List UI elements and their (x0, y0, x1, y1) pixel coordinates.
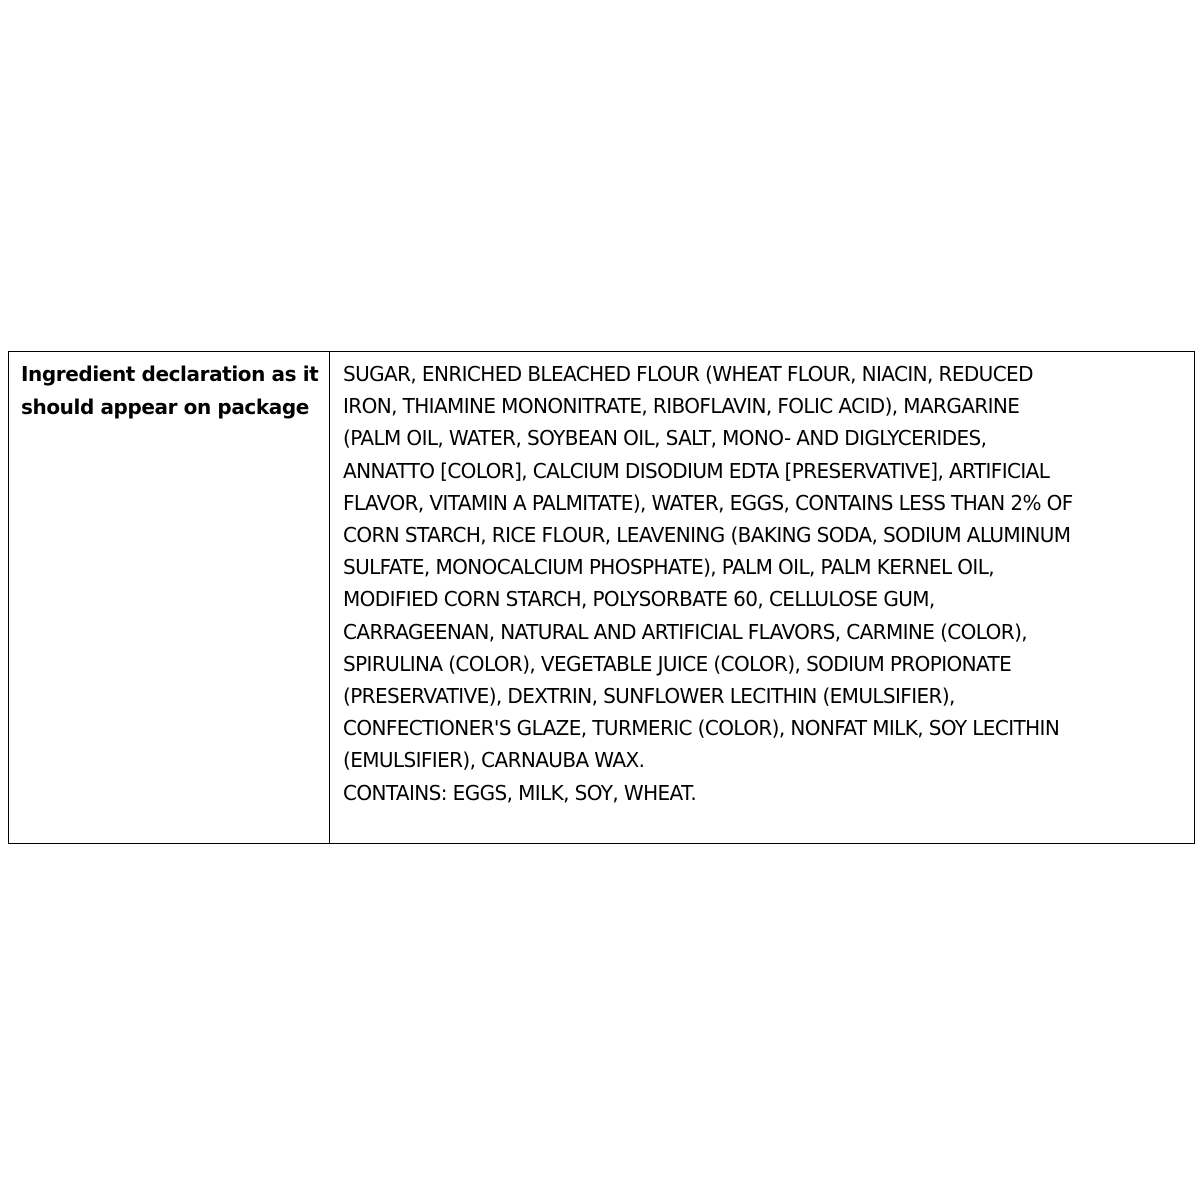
ingredient-line: CORN STARCH, RICE FLOUR, LEAVENING (BAKING SODA, SODIUM ALUMINUM (343, 523, 1071, 548)
ingredient-line: CARRAGEENAN, NATURAL AND ARTIFICIAL FLAVORS, CARMINE (COLOR), (343, 619, 1028, 644)
allergen-contains-line: CONTAINS: EGGS, MILK, SOY, WHEAT. (343, 780, 697, 805)
ingredients-cell (330, 352, 1195, 844)
ingredient-line: (EMULSIFIER), CARNAUBA WAX. (343, 748, 645, 773)
label-cell (9, 352, 330, 844)
ingredient-line: SULFATE, MONOCALCIUM PHOSPHATE), PALM OIL, PALM KERNEL OIL, (343, 555, 995, 580)
label-line: should appear on package (21, 395, 309, 419)
ingredient-line: ANNATTO [COLOR], CALCIUM DISODIUM EDTA [PRESERVATIVE], ARTIFICIAL (343, 458, 1050, 483)
ingredient-line: SPIRULINA (COLOR), VEGETABLE JUICE (COLOR), SODIUM PROPIONATE (343, 651, 1012, 676)
ingredient-line: FLAVOR, VITAMIN A PALMITATE), WATER, EGGS, CONTAINS LESS THAN 2% OF (343, 490, 1073, 515)
ingredient-line: IRON, THIAMINE MONONITRATE, RIBOFLAVIN, FOLIC ACID), MARGARINE (343, 394, 1020, 419)
label-heading (9, 352, 329, 424)
ingredient-line: SUGAR, ENRICHED BLEACHED FLOUR (WHEAT FLOUR, NIACIN, REDUCED (343, 362, 1033, 386)
ingredient-line: MODIFIED CORN STARCH, POLYSORBATE 60, CELLULOSE GUM, (343, 587, 935, 612)
ingredient-line: (PALM OIL, WATER, SOYBEAN OIL, SALT, MONO- AND DIGLYCERIDES, (343, 426, 987, 451)
table-row (9, 352, 1195, 844)
ingredient-line: (PRESERVATIVE), DEXTRIN, SUNFLOWER LECITHIN (EMULSIFIER), (343, 684, 955, 709)
ingredient-declaration-table (8, 351, 1195, 844)
ingredient-line: CONFECTIONER'S GLAZE, TURMERIC (COLOR), NONFAT MILK, SOY LECITHIN (343, 716, 1060, 741)
label-line: Ingredient declaration as it (21, 362, 319, 386)
ingredient-list (330, 352, 1194, 809)
